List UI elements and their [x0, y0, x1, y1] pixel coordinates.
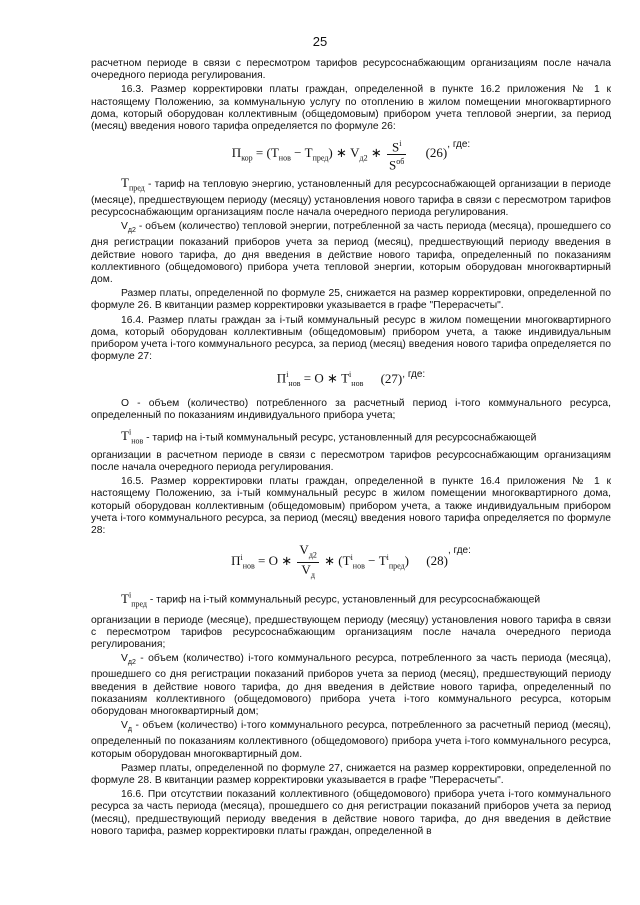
formula-27: $П^i_{нов} = О$ ∗ $Т^i_{нов}$ $(27)^{, где:}$: [276, 369, 426, 389]
formula-number: (27): [380, 370, 403, 386]
paragraph: 16.4. Размер платы граждан за i-тый коммунальный ресурс в жилом помещении многоквартирного дома, который оборудован коллективным (общедомовым) прибором учета, а также индивидуальным прибором учета i-того коммунального ресурса, за период (месяц) введения нового тарифа определяется по формуле 27:: [91, 314, 611, 363]
document-body: [91, 58, 611, 840]
formula-26: $П_{кор} = (Т_{нов} - Т_{пред})$ ∗ $V_{д2}$ ∗ $\frac{S^i}{S^{об}}$ $(26)^{, где:}$: [231, 139, 471, 172]
paragraph: 16.5. Размер корректировки платы граждан, определенной в пункте 16.4 приложения № 1 к настоящему Положению, за i-тый коммунальный ресурс в жилом помещении многоквартирного дома, который оборудован коллективным (общедомовым) прибором учета, а также индивидуальным прибором учета i-того коммунального ресурса, за период (месяц) введения нового тарифа определяется по формуле 28:: [91, 476, 611, 537]
paragraph: О - объем (количество) потребленного за расчетный период i-того коммунального ресурса, определенный по показаниям индивидуального прибора учета;: [91, 398, 611, 422]
paragraph: организации в расчетном периоде в связи с пересмотром тарифов ресурсоснабжающим организациям после начала очередного периода регулирования.: [91, 449, 611, 474]
paragraph: Размер платы, определенной по формуле 25, снижается на размер корректировки, определенной по формуле 26. В квитанции размер корректировки указывается в графе "Перерасчеты".: [91, 288, 611, 312]
formula-28: $П^i_{нов} = О$ ∗ $\frac{V_{д2}}{V_д}$ ∗ $(Т^i_{нов} - Т^i_{пред})$ $(28)^{, где:}$: [231, 542, 471, 580]
formula-where: , где:: [402, 369, 426, 381]
definition-v-d2-i: $V_{д2}$ - объем (количество) i-того коммунального ресурса, потребленного за часть периода (месяца), прошедшего со дня регистрации показаний приборов учета за период (месяц), предшествующий периоду введения в действие нового тарифа, до дня введения в действие нового тарифа, определенный по показаниям коллективного (общедомового) прибора учета i-того коммунального ресурса, которым оборудован многоквартирный дом;: [91, 653, 611, 718]
definition-t-pred-i: $Т^i_{пред}$ - тариф на i-тый коммунальный ресурс, установленный для ресурсоснабжающей: [121, 590, 541, 609]
paragraph: расчетном периоде в связи с пересмотром тарифов ресурсоснабжающим организациям после начала очередного периода регулирования.: [91, 58, 611, 82]
formula-where: , где:: [447, 139, 471, 151]
paragraph: Размер платы, определенной по формуле 27, снижается на размер корректировки, определенной по формуле 28. В квитанции размер корректировки указывается в графе "Перерасчеты".: [91, 762, 611, 787]
page-number: 25: [312, 34, 328, 49]
paragraph: 16.6. При отсутствии показаний коллективного (общедомового) прибора учета i-того коммунального ресурса за часть периода (месяца), прошедшего со дня регистрации показаний приборов учета за период (месяц), предшествующий периоду введения в действие нового тарифа, до дня введения в действие нового тарифа, размер корректировки платы граждан, определенной в: [91, 789, 611, 837]
formula-number: (28): [426, 553, 448, 569]
definition-t-pred: $Т_{пред}$ - тариф на тепловую энергию, установленный для ресурсоснабжающей организации в периоде (месяце), предшествующем периоду (месяцу) установления нового тарифа в связи с пересмотром тарифов ресурсоснабжающим организациям после начала очередного периода регулирования.: [91, 174, 611, 218]
formula-where: , где:: [447, 545, 471, 557]
definition-v-d2: $V_{д2}$ - объем (количество) тепловой энергии, потребленной за часть периода (месяца), прошедшего со дня регистрации показаний приборов учета за период (месяц), предшествующий периоду введения в действие нового тарифа, до дня введения в действие нового тарифа, определенный по показаниям коллективного (общедомового) прибора учета тепловой энергии, которым оборудован многоквартирный дом.: [91, 221, 611, 285]
definition-t-nov: $Т^i_{нов}$ - тариф на i-тый коммунальный ресурс, установленный для ресурсоснабжающей: [121, 427, 537, 446]
definition-v-d: $V_д$ - объем (количество) i-того коммунального ресурса, потребленного за расчетный период (месяц), определенный по показаниям коллективного (общедомового) прибора учета i-того коммунального ресурса, которым оборудован многоквартирный дом.: [91, 720, 611, 760]
paragraph: организации в периоде (месяце), предшествующем периоду (месяцу) установления нового тарифа в связи с пересмотром тарифов ресурсоснабжающим организациям после начала очередного периода регулирования;: [91, 614, 611, 650]
formula-number: (26): [425, 145, 448, 161]
paragraph: 16.3. Размер корректировки платы граждан, определенной в пункте 16.2 приложения № 1 к настоящему Положению, за коммунальную услугу по отоплению в жилом помещении многоквартирного дома, который оборудован коллективным (общедомовым) прибором учета тепловой энергии, за период (месяц) введения нового тарифа определяется по формуле 26:: [91, 84, 611, 133]
